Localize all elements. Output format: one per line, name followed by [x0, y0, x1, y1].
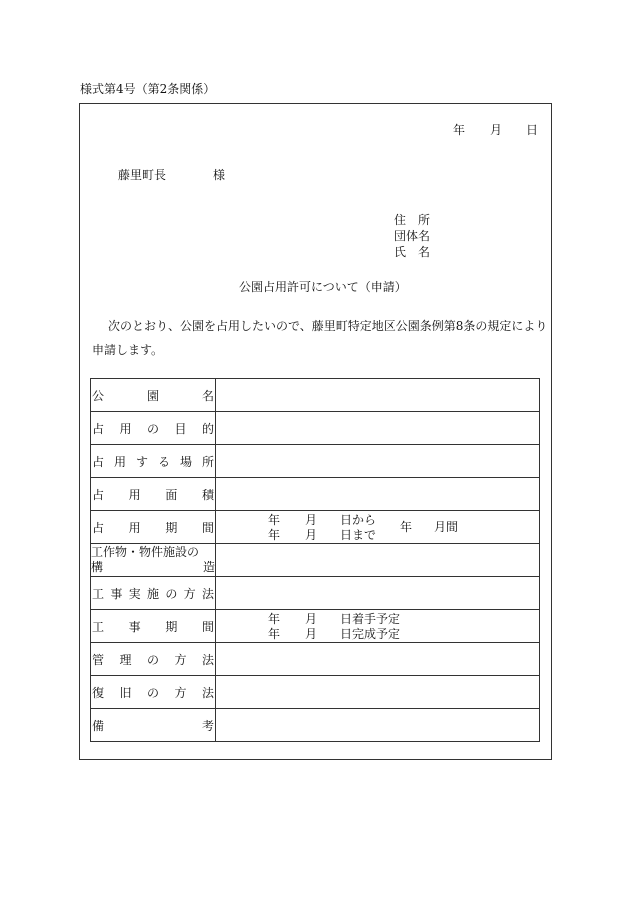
period-from-day: 日から [340, 513, 377, 527]
value-remarks[interactable] [216, 709, 540, 742]
label-area: 占用面積 [91, 478, 216, 511]
table-row [91, 676, 540, 709]
period-to-day: 日まで [340, 528, 377, 542]
table-row [91, 478, 540, 511]
value-purpose[interactable] [216, 412, 540, 445]
body-text: 次のとおり、公園を占用したいので、藤里町特定地区公園条例第8条の規定により申請します。 [92, 319, 548, 357]
value-construction-period[interactable] [216, 610, 540, 643]
construction-end-day: 日完成予定 [340, 627, 401, 641]
construction-start-year: 年 [268, 612, 281, 626]
table-row [91, 379, 540, 412]
table-row [91, 643, 540, 676]
period-duration-months: 月間 [434, 520, 459, 534]
label-purpose: 占用の目的 [91, 412, 216, 445]
label-place: 占用する場所 [91, 445, 216, 478]
table-row [91, 610, 540, 643]
label-park-name: 公園名 [91, 379, 216, 412]
construction-end-year: 年 [268, 627, 281, 641]
value-structure[interactable] [216, 544, 540, 577]
document-title: 公園占用許可について（申請） [239, 280, 407, 294]
applicant-group-label: 団体名 [394, 229, 431, 243]
period-from-month: 月 [305, 513, 318, 527]
period-to-year: 年 [268, 528, 281, 542]
label-management: 管理の方法 [91, 643, 216, 676]
value-place[interactable] [216, 445, 540, 478]
application-table [90, 378, 540, 742]
addressee-honorific: 様 [213, 168, 226, 182]
table-row [91, 511, 540, 544]
table-row [91, 709, 540, 742]
addressee-name: 藤里町長 [118, 168, 167, 182]
applicant-name-label: 氏 名 [394, 245, 431, 259]
table-row [91, 577, 540, 610]
period-duration-year: 年 [400, 520, 413, 534]
table-row [91, 445, 540, 478]
label-method: 工事実施の方法 [91, 577, 216, 610]
value-restoration[interactable] [216, 676, 540, 709]
construction-start-day: 日着手予定 [340, 612, 401, 626]
label-remarks: 備考 [91, 709, 216, 742]
table-row [91, 544, 540, 577]
value-period[interactable] [216, 511, 540, 544]
label-period: 占用期間 [91, 511, 216, 544]
label-restoration: 復旧の方法 [91, 676, 216, 709]
table-row [91, 412, 540, 445]
value-method[interactable] [216, 577, 540, 610]
label-structure: 工作物・物件施設の 構 造 [91, 544, 216, 577]
construction-end-month: 月 [305, 627, 318, 641]
form-number: 様式第4号（第2条関係） [80, 82, 216, 96]
period-to-month: 月 [305, 528, 318, 542]
construction-start-month: 月 [305, 612, 318, 626]
date-month: 月 [490, 123, 503, 137]
value-park-name[interactable] [216, 379, 540, 412]
period-from-year: 年 [268, 513, 281, 527]
date-day: 日 [526, 123, 539, 137]
date-year: 年 [453, 123, 466, 137]
label-construction-period: 工事期間 [91, 610, 216, 643]
value-area[interactable] [216, 478, 540, 511]
applicant-address-label: 住 所 [394, 213, 431, 227]
value-management[interactable] [216, 643, 540, 676]
